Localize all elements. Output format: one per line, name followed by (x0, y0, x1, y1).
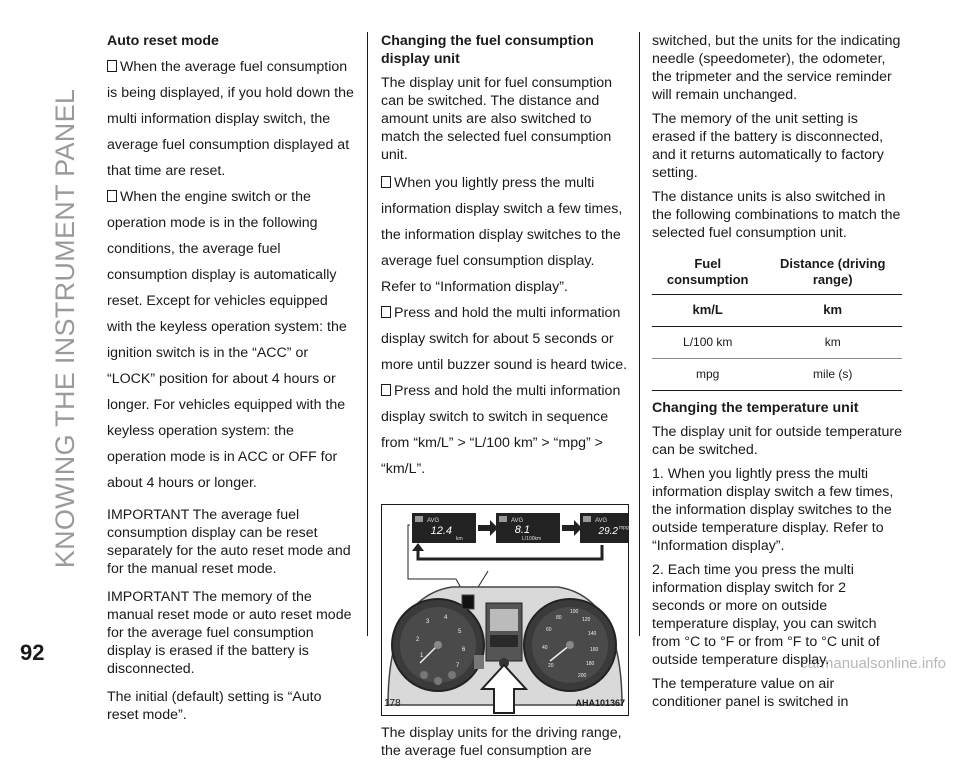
paragraph: The display units for the driving range, the average fuel consumption are (381, 725, 622, 759)
svg-text:3: 3 (426, 619, 430, 625)
svg-text:8.1: 8.1 (514, 524, 530, 536)
svg-text:AVG: AVG (595, 518, 608, 524)
svg-text:20: 20 (548, 663, 554, 669)
column-divider (367, 32, 368, 636)
svg-text:1: 1 (420, 653, 424, 659)
svg-text:180: 180 (586, 661, 595, 667)
svg-text:2: 2 (416, 637, 420, 643)
section-title: KNOWING THE INSTRUMENT PANEL (50, 88, 81, 568)
svg-text:5: 5 (458, 629, 462, 635)
bullet-box-icon (381, 384, 391, 396)
svg-text:100: 100 (570, 609, 579, 615)
bullet-paragraph: When you lightly press the multi information display switch a few times, the information display switches to the average fuel consumption display. Refer to “Information display”. (381, 175, 623, 295)
figure-number: 178 (384, 698, 401, 709)
bullet-paragraph: When the average fuel consumption is being displayed, if you hold down the multi information display switch, the average fuel consumption displayed at that time are reset. (107, 59, 354, 179)
svg-text:L/100km: L/100km (522, 536, 542, 542)
bullet-paragraph: Press and hold the multi information display switch for about 5 seconds or more until buzzer sound is heard twice. (381, 305, 628, 373)
bullet-paragraph: When the engine switch or the operation mode is in the following conditions, the average fuel consumption display is automatically reset. Except for vehicles equipped with the keyless operation system: the ignition switch is in the “ACC” or “LOCK” position for about 4 hours or longer. For vehicles equipped with the keyless operation system: the operation mode is in ACC or OFF for about 4 hours or longer. (107, 189, 347, 491)
svg-text:4: 4 (444, 615, 448, 621)
display-screen-3 (580, 513, 629, 543)
speedometer-gauge (524, 599, 616, 691)
table-row: L/100 km km (652, 327, 902, 359)
instrument-cluster-illustration (382, 505, 630, 717)
svg-text:12.4: 12.4 (430, 525, 452, 537)
watermark: carmanualsonline.info (800, 655, 946, 672)
table-header: Fuel consumption (652, 252, 763, 295)
column-3 (652, 32, 902, 717)
paragraph: The memory of the unit setting is erased if the battery is disconnected, and it returns automatically to factory setting. (652, 111, 884, 181)
svg-text:29.2: 29.2 (598, 526, 618, 537)
paragraph: The temperature value on air conditioner panel is switched in (652, 676, 849, 710)
svg-text:80: 80 (556, 615, 562, 621)
tachometer-gauge (392, 599, 484, 691)
heading-temperature-unit: Changing the temperature unit (652, 400, 859, 416)
table-row: km/L km (652, 295, 902, 327)
svg-text:AVG: AVG (427, 518, 440, 524)
svg-text:200: 200 (578, 673, 587, 679)
svg-text:AVG: AVG (511, 518, 524, 524)
heading-auto-reset: Auto reset mode (107, 33, 219, 49)
svg-text:7: 7 (456, 663, 460, 669)
bullet-box-icon (107, 60, 117, 72)
paragraph: switched, but the units for the indicating needle (speedometer), the odometer, the tripmeter and the service reminder will remain unchanged. (652, 33, 901, 103)
paragraph: The display unit for outside temperature can be switched. (652, 424, 902, 458)
svg-text:60: 60 (546, 627, 552, 633)
arrow-right-icon (562, 520, 582, 536)
column-1 (107, 32, 355, 730)
svg-text:40: 40 (542, 645, 548, 651)
paragraph: The initial (default) setting is “Auto reset mode”. (107, 689, 322, 723)
svg-text:140: 140 (588, 631, 597, 637)
bullet-box-icon (381, 306, 391, 318)
display-screen-1 (412, 513, 476, 543)
svg-text:km: km (456, 536, 463, 542)
figure-code: AHA101367 (575, 698, 625, 708)
display-screen-2 (496, 513, 560, 543)
column-2 (381, 32, 629, 766)
bullet-box-icon (381, 176, 391, 188)
bullet-paragraph: Press and hold the multi information display switch to switch in sequence from “km/L” > “L/100 km” > “mpg” > “km/L”. (381, 383, 621, 477)
svg-text:160: 160 (590, 647, 599, 653)
paragraph: The display unit for fuel consumption can be switched. The distance and amount units are also switched to match the selected fuel consumption unit. (381, 75, 613, 163)
important-note: IMPORTANT The average fuel consumption display can be reset separately for the auto reset mode and for the manual reset mode. (107, 507, 351, 577)
heading-fuel-unit: Changing the fuel consumption display unit (381, 33, 594, 67)
table-row: mpg mile (s) (652, 359, 902, 391)
paragraph: The distance units is also switched in the following combinations to match the selected fuel consumption unit. (652, 189, 901, 241)
arrow-right-icon (478, 520, 498, 536)
unit-combination-table (652, 252, 902, 391)
table-header: Distance (driving range) (763, 252, 902, 295)
svg-text:6: 6 (462, 647, 466, 653)
paragraph: 1. When you lightly press the multi information display switch a few times, the information display switches to the outside temperature display. Refer to “Information display”. (652, 466, 894, 554)
paragraph: 2. Each time you press the multi information display switch for 2 seconds or more on outside temperature display, you can switch from °C to °F or from °F to °C unit of outside temperature display. (652, 562, 880, 668)
figure-instrument-cluster (381, 504, 629, 716)
svg-text:120: 120 (582, 617, 591, 623)
column-divider (639, 32, 640, 636)
svg-text:mpg: mpg (619, 525, 629, 531)
page-number: 92 (20, 640, 45, 665)
important-note: IMPORTANT The memory of the manual reset mode or auto reset mode for the average fuel consumption display is erased if the battery is disconnected. (107, 589, 352, 677)
bullet-box-icon (107, 190, 117, 202)
